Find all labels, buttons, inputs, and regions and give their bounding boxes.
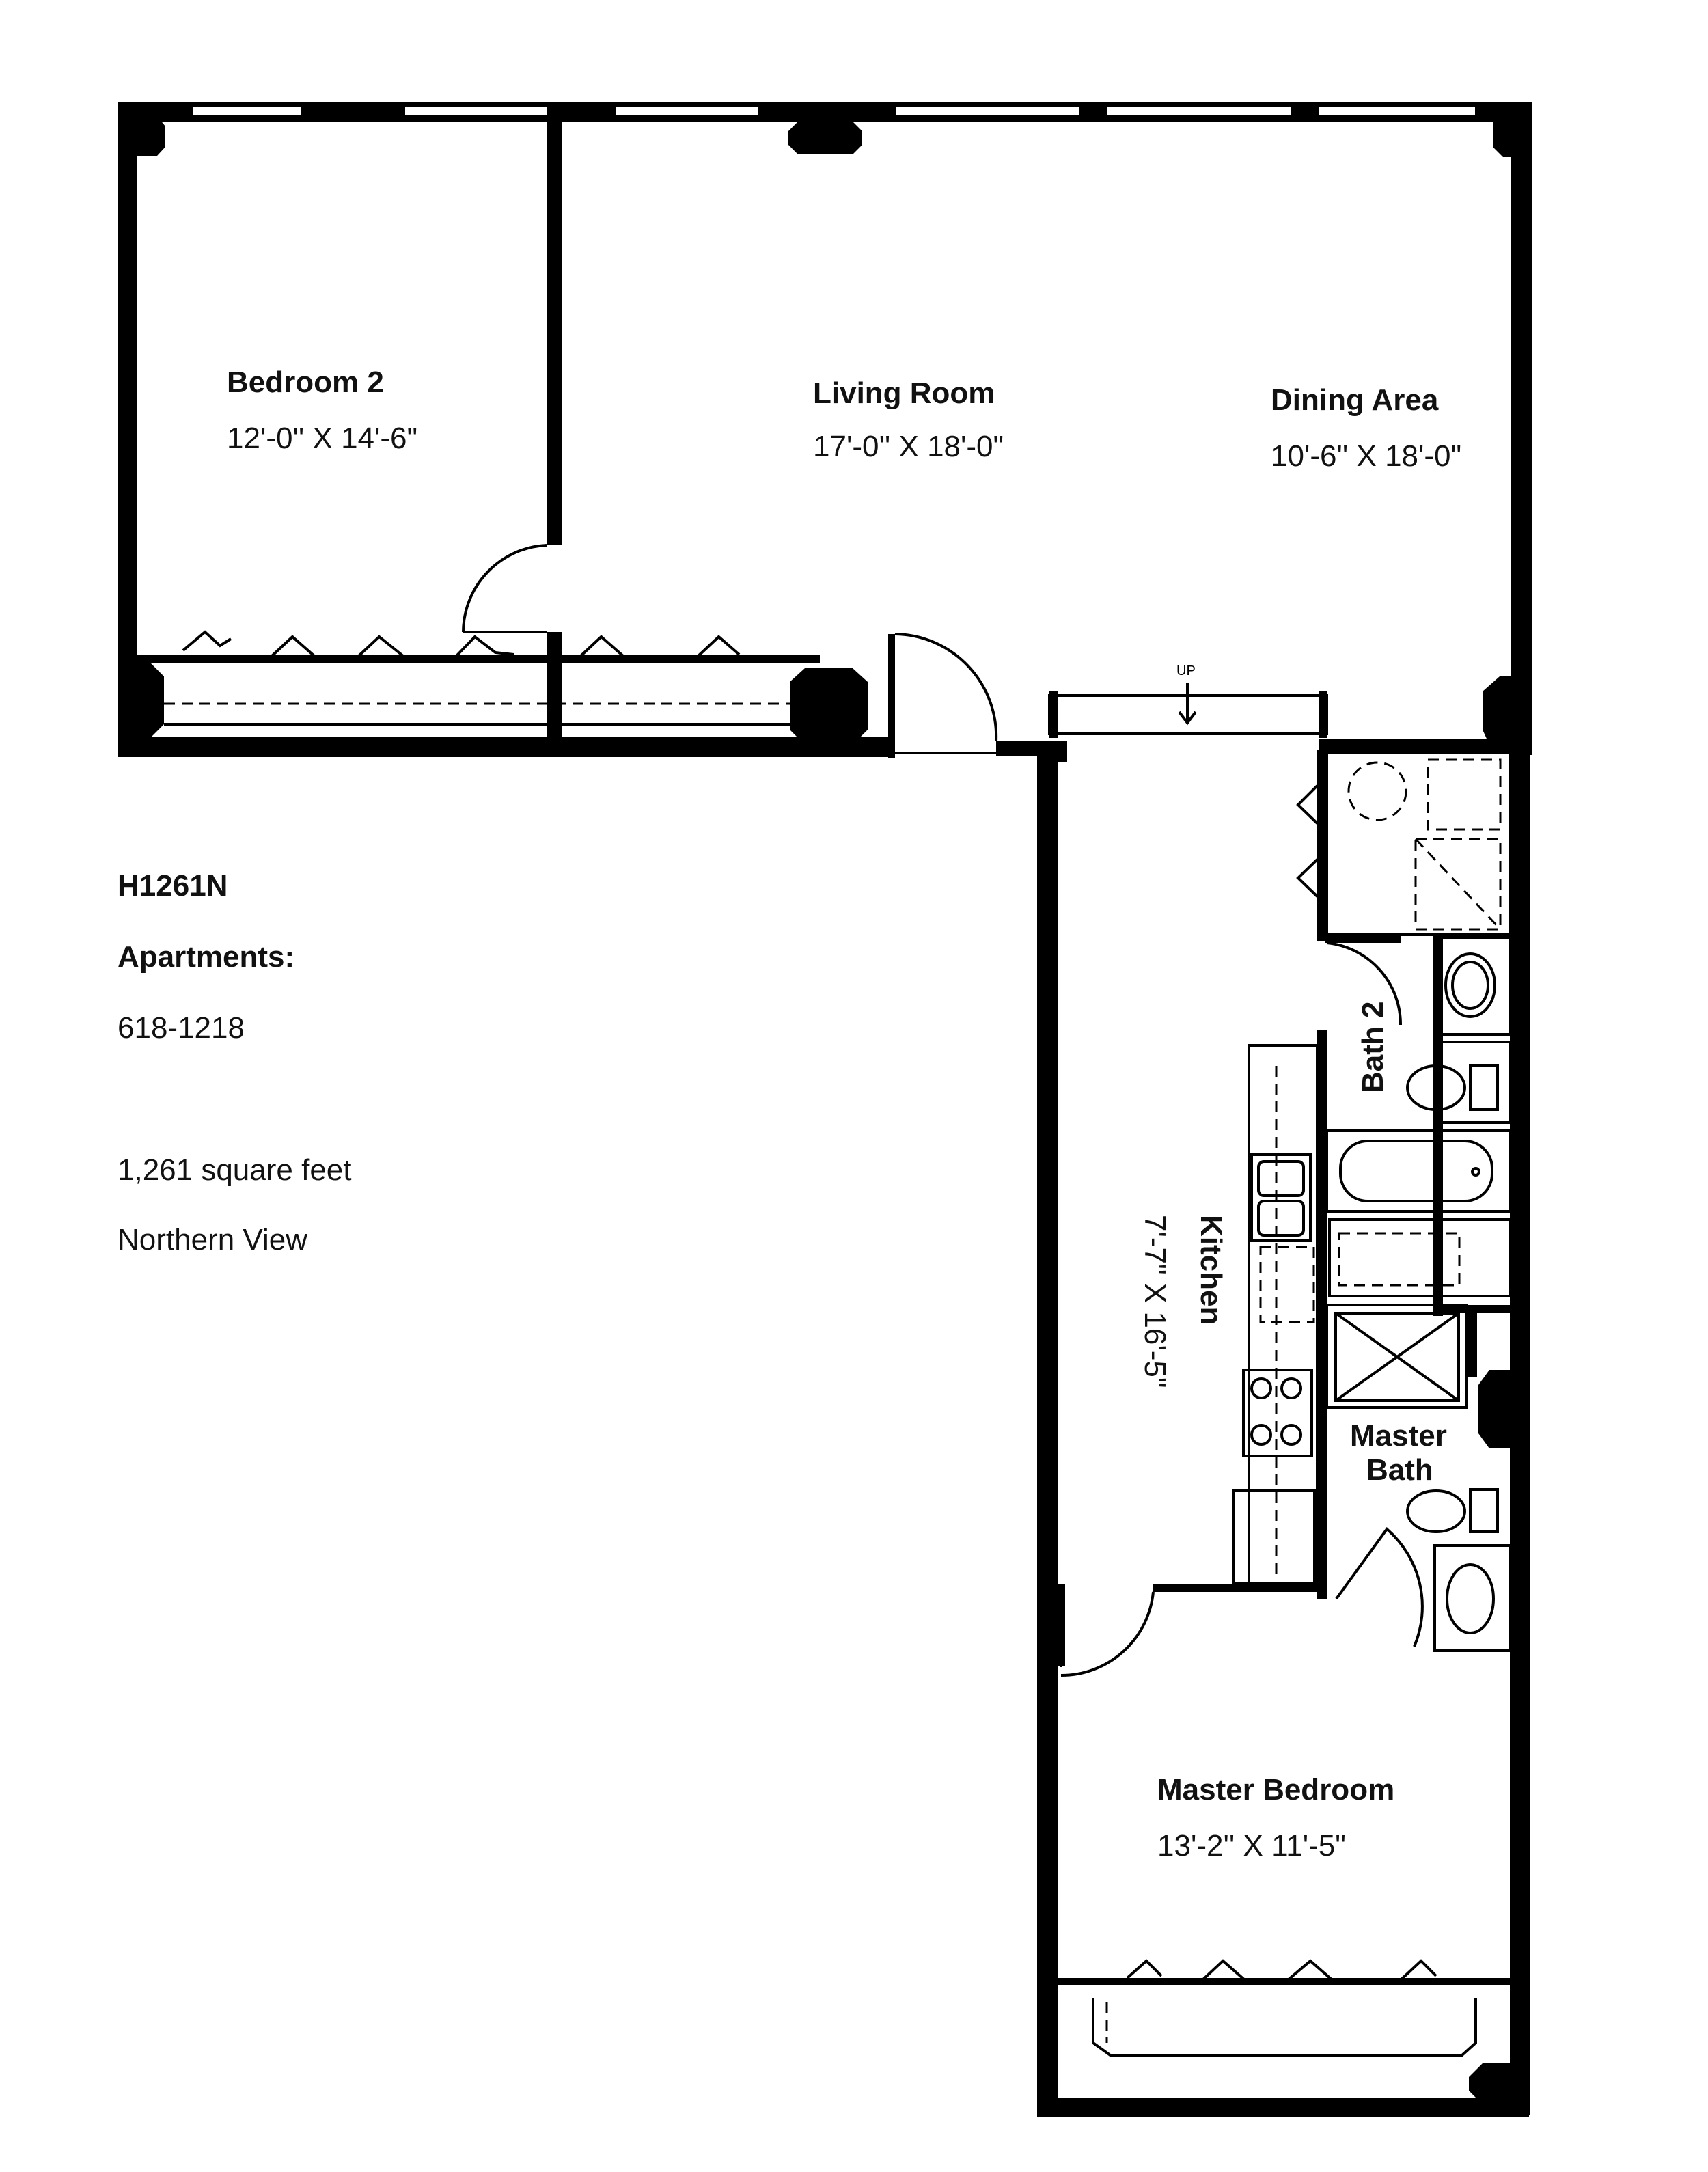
master-bedroom-door[interactable] [1061,1592,1153,1675]
bath2-name: Bath 2 [1356,1001,1390,1093]
view-orientation: Northern View [118,1223,307,1256]
apartments-range: 618-1218 [118,1011,245,1045]
dining-area-dims: 10'-6'' X 18'-0" [1271,439,1462,473]
unit-code: H1261N [118,869,228,903]
kitchen-name: Kitchen [1194,1215,1228,1325]
entry-door[interactable] [888,634,996,758]
window-ledge-north [137,632,820,724]
lower-wing-walls [1037,750,1530,2117]
master-bedroom-dims: 13'-2'' X 11'-5" [1157,1829,1346,1862]
kitchen-dims: 7'-7" X 16'-5" [1138,1215,1172,1388]
stair-opening [1049,663,1327,738]
laundry-closet [1298,750,1510,935]
living-room-dims: 17'-0'' X 18'-0" [813,430,1004,463]
kitchen-counters [1234,1045,1317,1586]
window-ledge-master [1093,1961,1476,2055]
master-bath-line1: Master [1350,1419,1447,1453]
dining-area-name: Dining Area [1271,383,1439,417]
bedroom2-dims: 12'-0'' X 14'-6" [227,422,418,455]
bath2-fixtures [1327,937,1510,1211]
stair-up-label: UP [1176,663,1196,678]
square-footage: 1,261 square feet [118,1153,352,1187]
apartments-label: Apartments: [118,940,295,974]
bedroom2-name: Bedroom 2 [227,366,384,399]
living-room-name: Living Room [813,376,995,410]
master-bath-line2: Bath [1366,1453,1433,1487]
bedroom2-door[interactable] [463,545,547,632]
master-bedroom-name: Master Bedroom [1157,1773,1395,1806]
